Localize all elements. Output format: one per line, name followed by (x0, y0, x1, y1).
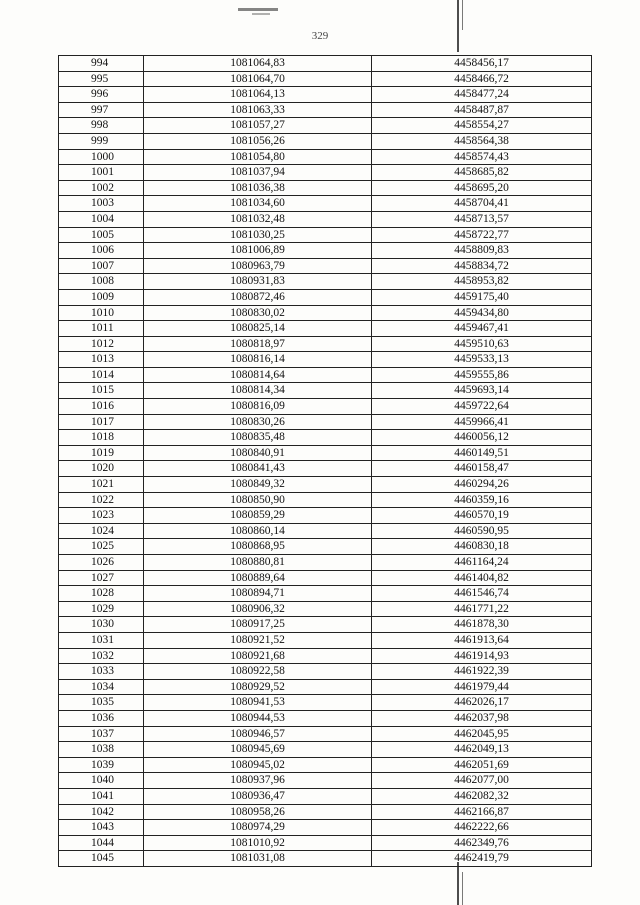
table-row (59, 773, 592, 789)
table-row (59, 679, 592, 695)
x-coordinate-cell: 1081010,92 (144, 835, 372, 851)
x-coordinate-cell: 1080936,47 (144, 788, 372, 804)
table-row (59, 102, 592, 118)
y-coordinate-cell: 4460830,18 (372, 539, 592, 555)
scan-smudge-top-small (252, 13, 270, 15)
point-number-cell: 1044 (59, 835, 144, 851)
table-row (59, 601, 592, 617)
point-number-cell: 1032 (59, 648, 144, 664)
point-number-cell: 1033 (59, 664, 144, 680)
table-row (59, 336, 592, 352)
point-number-cell: 1023 (59, 508, 144, 524)
x-coordinate-cell: 1081030,25 (144, 227, 372, 243)
y-coordinate-cell: 4462051,69 (372, 757, 592, 773)
y-coordinate-cell: 4458953,82 (372, 274, 592, 290)
y-coordinate-cell: 4459175,40 (372, 289, 592, 305)
y-coordinate-cell: 4461878,30 (372, 617, 592, 633)
x-coordinate-cell: 1081037,94 (144, 165, 372, 181)
table-row (59, 414, 592, 430)
point-number-cell: 1035 (59, 695, 144, 711)
point-number-cell: 1013 (59, 352, 144, 368)
table-row (59, 523, 592, 539)
table-row (59, 399, 592, 415)
table-row (59, 243, 592, 259)
point-number-cell: 1011 (59, 321, 144, 337)
y-coordinate-cell: 4458834,72 (372, 258, 592, 274)
point-number-cell: 1031 (59, 632, 144, 648)
table-row (59, 539, 592, 555)
point-number-cell: 1009 (59, 289, 144, 305)
table-row (59, 383, 592, 399)
y-coordinate-cell: 4461913,64 (372, 632, 592, 648)
point-number-cell: 1000 (59, 149, 144, 165)
y-coordinate-cell: 4459467,41 (372, 321, 592, 337)
y-coordinate-cell: 4462082,32 (372, 788, 592, 804)
point-number-cell: 1019 (59, 445, 144, 461)
point-number-cell: 999 (59, 133, 144, 149)
table-row (59, 851, 592, 867)
y-coordinate-cell: 4458574,43 (372, 149, 592, 165)
point-number-cell: 1020 (59, 461, 144, 477)
y-coordinate-cell: 4458695,20 (372, 180, 592, 196)
y-coordinate-cell: 4460149,51 (372, 445, 592, 461)
binding-line-bottom-2 (462, 872, 463, 905)
page-number: 329 (311, 30, 329, 42)
point-number-cell: 1022 (59, 492, 144, 508)
x-coordinate-cell: 1080921,52 (144, 632, 372, 648)
table-row (59, 648, 592, 664)
y-coordinate-cell: 4462026,17 (372, 695, 592, 711)
x-coordinate-cell: 1080814,64 (144, 367, 372, 383)
y-coordinate-cell: 4462419,79 (372, 851, 592, 867)
x-coordinate-cell: 1081063,33 (144, 102, 372, 118)
y-coordinate-cell: 4460056,12 (372, 430, 592, 446)
table-row (59, 165, 592, 181)
y-coordinate-cell: 4462077,00 (372, 773, 592, 789)
point-number-cell: 1028 (59, 586, 144, 602)
binding-line-top-2 (462, 0, 463, 30)
table-row (59, 804, 592, 820)
x-coordinate-cell: 1080830,26 (144, 414, 372, 430)
point-number-cell: 1030 (59, 617, 144, 633)
table-row (59, 305, 592, 321)
x-coordinate-cell: 1081006,89 (144, 243, 372, 259)
table-row (59, 664, 592, 680)
x-coordinate-cell: 1080860,14 (144, 523, 372, 539)
point-number-cell: 1021 (59, 477, 144, 493)
point-number-cell: 1042 (59, 804, 144, 820)
table-row (59, 274, 592, 290)
x-coordinate-cell: 1080937,96 (144, 773, 372, 789)
x-coordinate-cell: 1080941,53 (144, 695, 372, 711)
x-coordinate-cell: 1081064,83 (144, 56, 372, 72)
x-coordinate-cell: 1080963,79 (144, 258, 372, 274)
x-coordinate-cell: 1080922,58 (144, 664, 372, 680)
point-number-cell: 1002 (59, 180, 144, 196)
binding-line-bottom (457, 862, 459, 905)
x-coordinate-cell: 1080917,25 (144, 617, 372, 633)
table-row (59, 570, 592, 586)
y-coordinate-cell: 4460359,16 (372, 492, 592, 508)
y-coordinate-cell: 4462045,95 (372, 726, 592, 742)
table-row (59, 118, 592, 134)
coordinates-table (58, 55, 592, 867)
x-coordinate-cell: 1080906,32 (144, 601, 372, 617)
x-coordinate-cell: 1080816,14 (144, 352, 372, 368)
x-coordinate-cell: 1080849,32 (144, 477, 372, 493)
point-number-cell: 1037 (59, 726, 144, 742)
x-coordinate-cell: 1080958,26 (144, 804, 372, 820)
y-coordinate-cell: 4458564,38 (372, 133, 592, 149)
point-number-cell: 1039 (59, 757, 144, 773)
x-coordinate-cell: 1080880,81 (144, 555, 372, 571)
x-coordinate-cell: 1081054,80 (144, 149, 372, 165)
table-row (59, 367, 592, 383)
point-number-cell: 1014 (59, 367, 144, 383)
table-row (59, 695, 592, 711)
table-row (59, 788, 592, 804)
x-coordinate-cell: 1080814,34 (144, 383, 372, 399)
y-coordinate-cell: 4459966,41 (372, 414, 592, 430)
y-coordinate-cell: 4461922,39 (372, 664, 592, 680)
y-coordinate-cell: 4458713,57 (372, 211, 592, 227)
x-coordinate-cell: 1080859,29 (144, 508, 372, 524)
table-row (59, 555, 592, 571)
point-number-cell: 995 (59, 71, 144, 87)
point-number-cell: 1007 (59, 258, 144, 274)
point-number-cell: 1001 (59, 165, 144, 181)
table-row (59, 710, 592, 726)
point-number-cell: 1017 (59, 414, 144, 430)
y-coordinate-cell: 4458487,87 (372, 102, 592, 118)
point-number-cell: 1025 (59, 539, 144, 555)
table-row (59, 742, 592, 758)
y-coordinate-cell: 4461546,74 (372, 586, 592, 602)
y-coordinate-cell: 4458704,41 (372, 196, 592, 212)
table-row (59, 477, 592, 493)
y-coordinate-cell: 4459555,86 (372, 367, 592, 383)
y-coordinate-cell: 4461404,82 (372, 570, 592, 586)
table-row (59, 430, 592, 446)
table-row (59, 258, 592, 274)
table-row (59, 87, 592, 103)
x-coordinate-cell: 1081056,26 (144, 133, 372, 149)
point-number-cell: 1005 (59, 227, 144, 243)
x-coordinate-cell: 1080974,29 (144, 820, 372, 836)
x-coordinate-cell: 1080931,83 (144, 274, 372, 290)
point-number-cell: 1004 (59, 211, 144, 227)
point-number-cell: 994 (59, 56, 144, 72)
y-coordinate-cell: 4460570,19 (372, 508, 592, 524)
x-coordinate-cell: 1080840,91 (144, 445, 372, 461)
y-coordinate-cell: 4461771,22 (372, 601, 592, 617)
y-coordinate-cell: 4462037,98 (372, 710, 592, 726)
x-coordinate-cell: 1080850,90 (144, 492, 372, 508)
point-number-cell: 1016 (59, 399, 144, 415)
point-number-cell: 1015 (59, 383, 144, 399)
y-coordinate-cell: 4461914,93 (372, 648, 592, 664)
y-coordinate-cell: 4459693,14 (372, 383, 592, 399)
y-coordinate-cell: 4458809,83 (372, 243, 592, 259)
point-number-cell: 1012 (59, 336, 144, 352)
point-number-cell: 1010 (59, 305, 144, 321)
y-coordinate-cell: 4459510,63 (372, 336, 592, 352)
table-row (59, 321, 592, 337)
x-coordinate-cell: 1081064,70 (144, 71, 372, 87)
y-coordinate-cell: 4459533,13 (372, 352, 592, 368)
table-row (59, 352, 592, 368)
table-row (59, 211, 592, 227)
x-coordinate-cell: 1080872,46 (144, 289, 372, 305)
point-number-cell: 1036 (59, 710, 144, 726)
x-coordinate-cell: 1080818,97 (144, 336, 372, 352)
point-number-cell: 1026 (59, 555, 144, 571)
table-row (59, 56, 592, 72)
y-coordinate-cell: 4462049,13 (372, 742, 592, 758)
table-row (59, 726, 592, 742)
table-row (59, 820, 592, 836)
x-coordinate-cell: 1080889,64 (144, 570, 372, 586)
x-coordinate-cell: 1080945,02 (144, 757, 372, 773)
y-coordinate-cell: 4458477,24 (372, 87, 592, 103)
x-coordinate-cell: 1081057,27 (144, 118, 372, 134)
x-coordinate-cell: 1080835,48 (144, 430, 372, 446)
y-coordinate-cell: 4460158,47 (372, 461, 592, 477)
x-coordinate-cell: 1080830,02 (144, 305, 372, 321)
point-number-cell: 1045 (59, 851, 144, 867)
point-number-cell: 1041 (59, 788, 144, 804)
table-row (59, 461, 592, 477)
y-coordinate-cell: 4459722,64 (372, 399, 592, 415)
y-coordinate-cell: 4460590,95 (372, 523, 592, 539)
y-coordinate-cell: 4459434,80 (372, 305, 592, 321)
point-number-cell: 1029 (59, 601, 144, 617)
scan-smudge-top (238, 8, 278, 11)
y-coordinate-cell: 4462349,76 (372, 835, 592, 851)
x-coordinate-cell: 1080825,14 (144, 321, 372, 337)
point-number-cell: 1043 (59, 820, 144, 836)
y-coordinate-cell: 4461164,24 (372, 555, 592, 571)
table-row (59, 492, 592, 508)
y-coordinate-cell: 4458722,77 (372, 227, 592, 243)
x-coordinate-cell: 1080816,09 (144, 399, 372, 415)
table-row (59, 149, 592, 165)
table-row (59, 757, 592, 773)
table-row (59, 133, 592, 149)
table-row (59, 632, 592, 648)
table-row (59, 508, 592, 524)
x-coordinate-cell: 1080921,68 (144, 648, 372, 664)
y-coordinate-cell: 4462222,66 (372, 820, 592, 836)
point-number-cell: 998 (59, 118, 144, 134)
x-coordinate-cell: 1081064,13 (144, 87, 372, 103)
y-coordinate-cell: 4460294,26 (372, 477, 592, 493)
point-number-cell: 996 (59, 87, 144, 103)
x-coordinate-cell: 1080945,69 (144, 742, 372, 758)
y-coordinate-cell: 4458685,82 (372, 165, 592, 181)
x-coordinate-cell: 1081034,60 (144, 196, 372, 212)
x-coordinate-cell: 1080929,52 (144, 679, 372, 695)
point-number-cell: 1027 (59, 570, 144, 586)
y-coordinate-cell: 4458554,27 (372, 118, 592, 134)
table-row (59, 289, 592, 305)
y-coordinate-cell: 4461979,44 (372, 679, 592, 695)
table-row (59, 586, 592, 602)
x-coordinate-cell: 1081032,48 (144, 211, 372, 227)
point-number-cell: 1034 (59, 679, 144, 695)
table-row (59, 71, 592, 87)
y-coordinate-cell: 4458466,72 (372, 71, 592, 87)
point-number-cell: 1040 (59, 773, 144, 789)
table-row (59, 445, 592, 461)
x-coordinate-cell: 1080946,57 (144, 726, 372, 742)
table-row (59, 835, 592, 851)
point-number-cell: 997 (59, 102, 144, 118)
x-coordinate-cell: 1080841,43 (144, 461, 372, 477)
table-row (59, 617, 592, 633)
table-row (59, 180, 592, 196)
y-coordinate-cell: 4462166,87 (372, 804, 592, 820)
y-coordinate-cell: 4458456,17 (372, 56, 592, 72)
x-coordinate-cell: 1081031,08 (144, 851, 372, 867)
point-number-cell: 1018 (59, 430, 144, 446)
x-coordinate-cell: 1080868,95 (144, 539, 372, 555)
coordinates-table-body (59, 56, 592, 867)
point-number-cell: 1008 (59, 274, 144, 290)
point-number-cell: 1006 (59, 243, 144, 259)
binding-line-top (457, 0, 459, 52)
table-row (59, 196, 592, 212)
point-number-cell: 1038 (59, 742, 144, 758)
point-number-cell: 1024 (59, 523, 144, 539)
x-coordinate-cell: 1080894,71 (144, 586, 372, 602)
x-coordinate-cell: 1081036,38 (144, 180, 372, 196)
x-coordinate-cell: 1080944,53 (144, 710, 372, 726)
table-row (59, 227, 592, 243)
point-number-cell: 1003 (59, 196, 144, 212)
